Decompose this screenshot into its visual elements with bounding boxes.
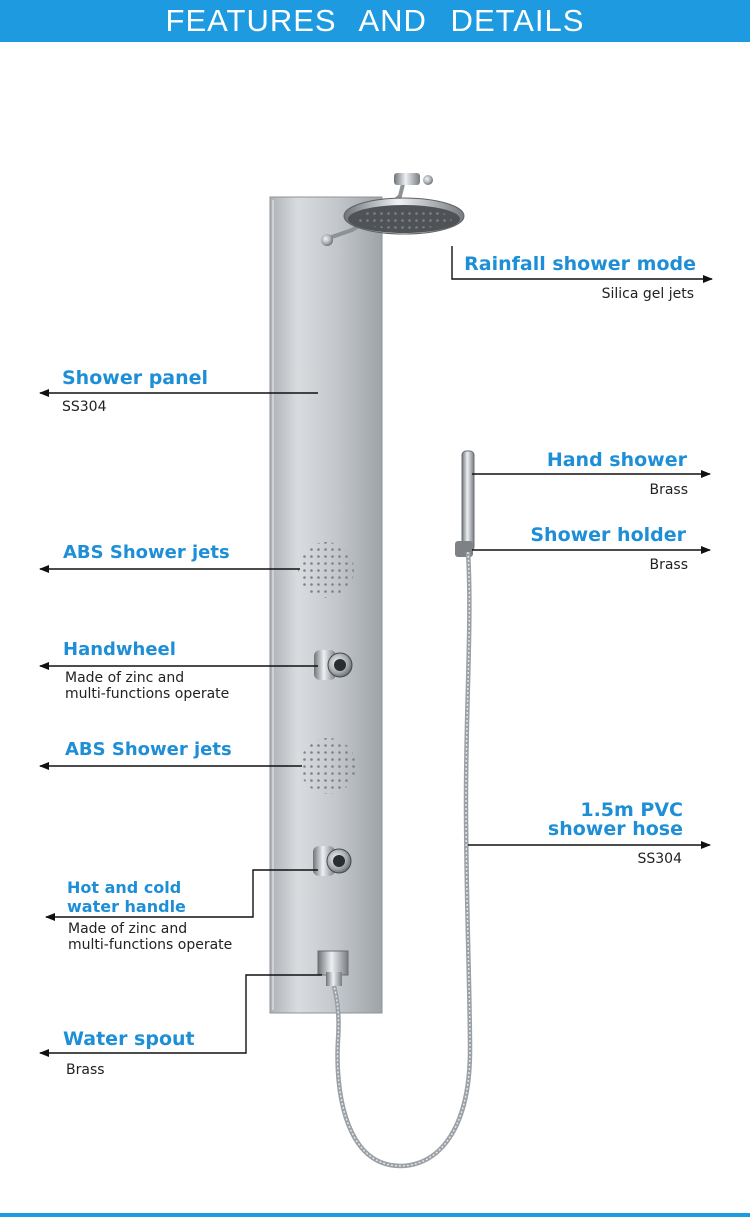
- hand-shower-body: [462, 451, 474, 551]
- abs-jets-lower: [300, 738, 356, 794]
- callout-spout-detail: Brass: [66, 1062, 105, 1078]
- callout-spout-title: Water spout: [63, 1028, 195, 1050]
- callout-hose-title-1: 1.5m PVC: [580, 799, 683, 821]
- callout-panel-title: Shower panel: [62, 367, 209, 389]
- callout-holder-detail: Brass: [649, 557, 688, 573]
- callout-handwheel-detail-1: Made of zinc and: [65, 670, 185, 686]
- bottom-rule: [0, 1213, 750, 1217]
- callout-handwheel-detail-2: multi-functions operate: [65, 686, 230, 702]
- water-spout: [318, 951, 348, 975]
- callout-hand-shower-detail: Brass: [649, 482, 688, 498]
- callout-hose-detail: SS304: [637, 851, 682, 867]
- callout-hot-cold-title-1: Hot and cold: [67, 878, 182, 897]
- callout-rainfall-detail: Silica gel jets: [601, 286, 694, 302]
- callout-hose-title-2: shower hose: [547, 818, 683, 840]
- abs-jets-upper: [298, 542, 354, 598]
- callout-hot-cold-title-2: water handle: [67, 897, 186, 916]
- callout-hot-cold-detail-1: Made of zinc and: [68, 921, 188, 937]
- callout-rainfall-title: Rainfall shower mode: [464, 253, 696, 275]
- shower-panel: [270, 197, 382, 1013]
- callout-holder-title: Shower holder: [530, 524, 686, 546]
- callout-jets-upper-title: ABS Shower jets: [63, 542, 230, 563]
- callout-hot-cold-detail-2: multi-functions operate: [68, 937, 233, 953]
- callout-panel-detail: SS304: [62, 399, 107, 415]
- callout-hand-shower-title: Hand shower: [546, 449, 687, 471]
- callout-handwheel-title: Handwheel: [63, 639, 176, 660]
- callout-jets-lower-title: ABS Shower jets: [65, 739, 232, 760]
- page-title: FEATURES AND DETAILS: [165, 3, 585, 38]
